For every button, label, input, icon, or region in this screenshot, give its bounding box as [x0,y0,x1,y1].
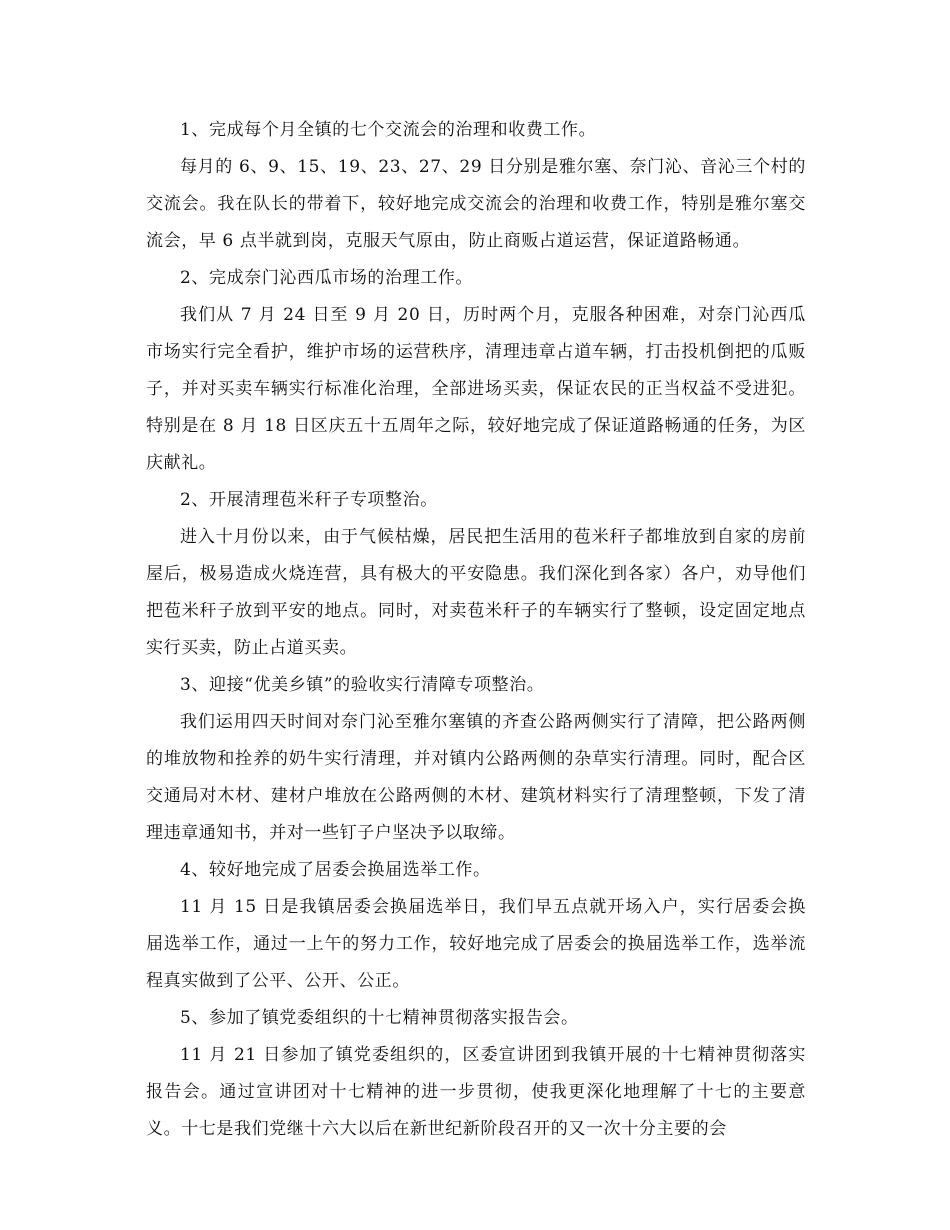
heading-1: 1、完成每个月全镇的七个交流会的治理和收费工作。 [180,120,597,140]
paragraph-5: 11 月 15 日是我镇居委会换届选举日，我们早五点就开场入户，实行居委会换届选举工作，通过一上午的努力工作，较好地完成了居委会的换届选举工作，选举流程真实做到了公平、公开、公正。 [146,897,806,991]
document-page [146,112,806,1148]
paragraph-1: 每月的 6、9、15、19、23、27、29 日分别是雅尔塞、奈门沁、音沁三个村的交流会。我在队长的带着下，较好地完成交流会的治理和收费工作，特别是雅尔塞交流会，早 6 点半就到岗，克服天气原由，防止商贩占道运营，保证道路畅通。 [146,157,806,251]
paragraph-3: 进入十月份以来，由于气候枯燥，居民把生活用的苞米秆子都堆放到自家的房前屋后，极易造成火烧连营，具有极大的平安隐患。我们深化到各家）各户，劝导他们把苞米秆子放到平安的地点。同时，对卖苞米秆子的车辆实行了整顿，设定固定地点实行买卖，防止占道买卖。 [146,527,806,658]
paragraph-4: 我们运用四天时间对奈门沁至雅尔塞镇的齐查公路两侧实行了清障，把公路两侧的堆放物和拴养的奶牛实行清理，并对镇内公路两侧的杂草实行清理。同时，配合区交通局对木材、建材户堆放在公路两侧的木材、建筑材料实行了清理整顿，下发了清理违章通知书，并对一些钉子户坚决予以取缔。 [146,712,806,843]
paragraph-2: 我们从 7 月 24 日至 9 月 20 日，历时两个月，克服各种困难，对奈门沁西瓜市场实行完全看护，维护市场的运营秩序，清理违章占道车辆，打击投机倒把的瓜贩子，并对买卖车辆实行标准化治理，全部进场买卖，保证农民的正当权益不受进犯。特别是在 8 月 18 日区庆五十五周年之际，较好地完成了保证道路畅通的任务，为区庆献礼。 [146,305,806,473]
heading-3: 2、开展清理苞米秆子专项整治。 [180,490,438,510]
heading-4: 3、迎接“优美乡镇”的验收实行清障专项整治。 [180,675,545,695]
heading-5: 4、较好地完成了居委会换届选举工作。 [180,860,491,880]
paragraph-6: 11 月 21 日参加了镇党委组织的，区委宣讲团到我镇开展的十七精神贯彻落实报告会。通过宣讲团对十七精神的进一步贯彻，使我更深化地理解了十七的主要意义。十七是我们党继十六大以后在新世纪新阶段召开的又一次十分主要的会 [146,1045,806,1139]
heading-6: 5、参加了镇党委组织的十七精神贯彻落实报告会。 [180,1008,579,1028]
heading-2: 2、完成奈门沁西瓜市场的治理工作。 [180,268,474,288]
